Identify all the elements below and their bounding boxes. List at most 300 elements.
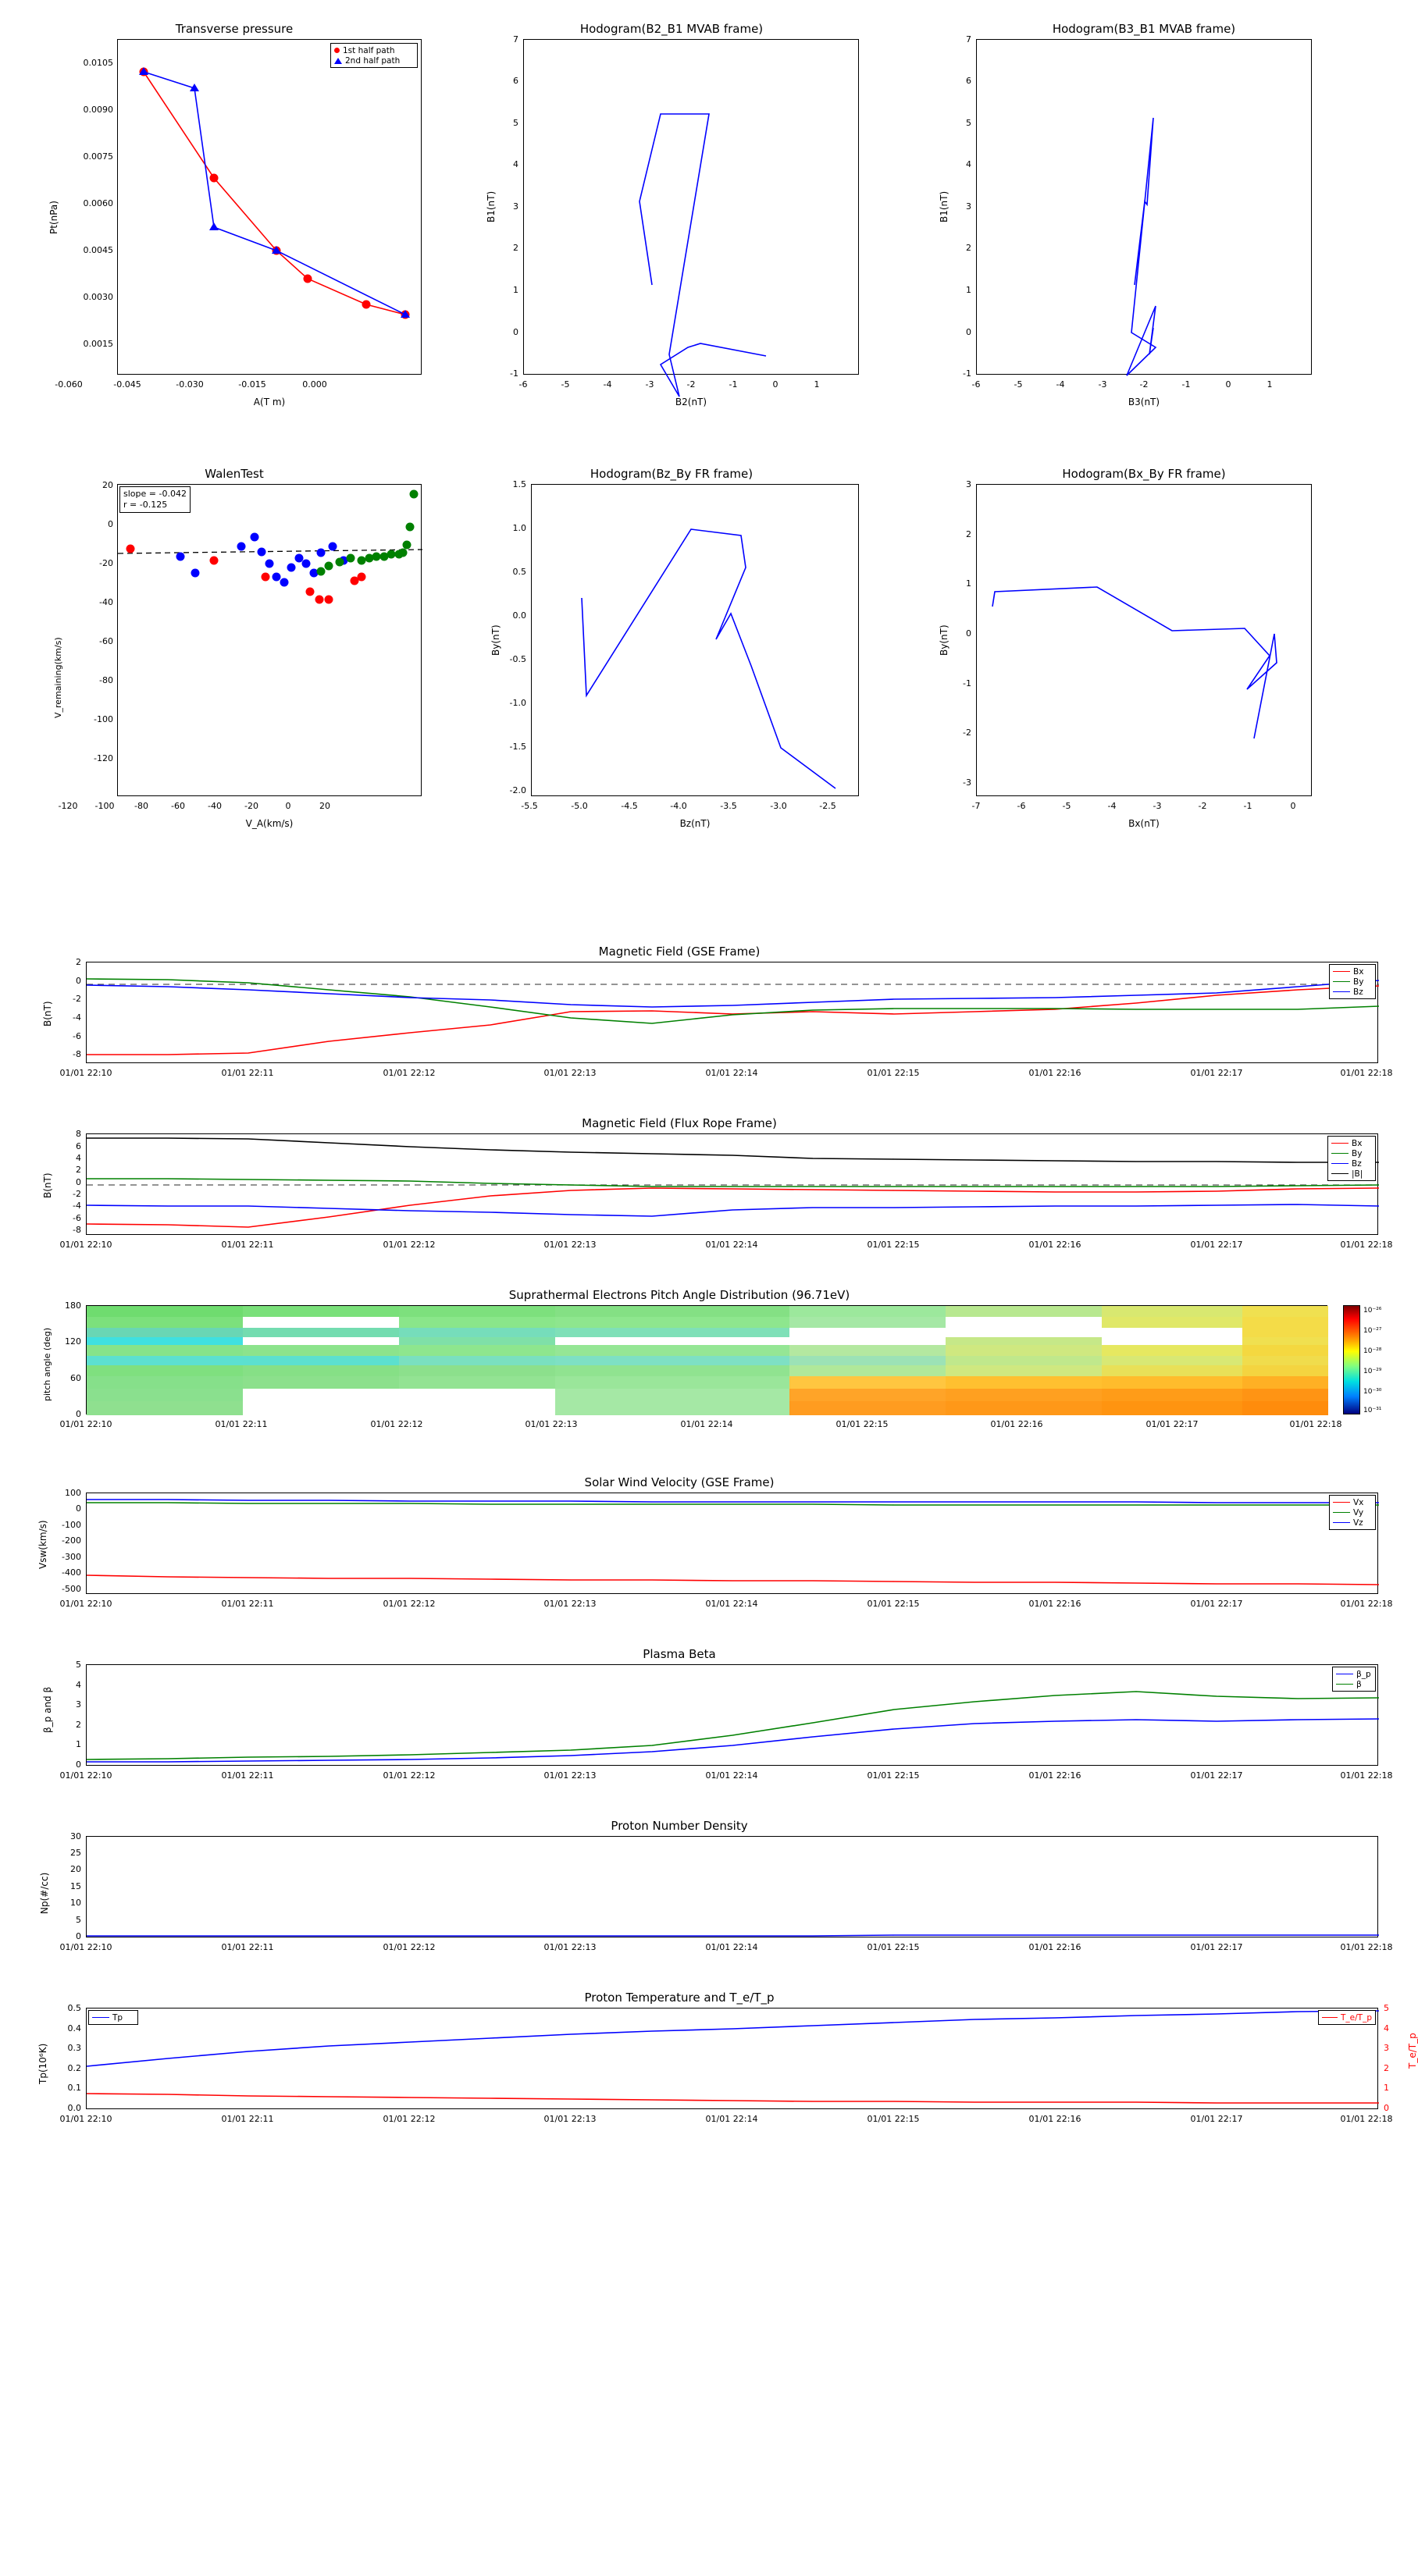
series-2nd-half-path — [144, 72, 405, 315]
y-axis-label: B1(nT) — [939, 190, 949, 222]
x-tick: 01/01 22:10 — [59, 1770, 112, 1781]
y-tick: 0 — [76, 1177, 81, 1187]
x-tick: -6 — [518, 379, 528, 390]
x-tick: 01/01 22:15 — [867, 1942, 920, 1952]
y-tick: 2 — [513, 243, 518, 253]
y-tick: 120 — [65, 1336, 81, 1347]
x-tick: -7 — [971, 801, 981, 811]
y-tick-right: 0 — [1384, 2103, 1389, 2113]
x-tick: 01/01 22:11 — [221, 2114, 274, 2124]
chart-title: Proton Number Density — [611, 1819, 748, 1833]
x-tick: -1 — [1181, 379, 1191, 390]
y-tick: 6 — [513, 76, 518, 86]
x-tick: 01/01 22:18 — [1340, 2114, 1393, 2124]
y-tick: -100 — [62, 1520, 81, 1530]
y-tick: 6 — [76, 1141, 81, 1151]
series-vz — [87, 1500, 1379, 1503]
y-tick: 0.0 — [512, 610, 526, 621]
y-tick: 0.0090 — [83, 105, 113, 115]
y-tick: 0 — [76, 1409, 81, 1419]
y-tick: -6 — [73, 1031, 81, 1041]
series-layer — [87, 1665, 1379, 1767]
x-tick: 01/01 22:11 — [221, 1942, 274, 1952]
panel-transverse-pressure — [31, 16, 437, 422]
y-tick-right: 2 — [1384, 2063, 1389, 2073]
x-axis-label: B3(nT) — [1128, 397, 1160, 407]
panel-hodogram-b2-b1 — [469, 16, 875, 422]
legend-label: By — [1352, 1148, 1363, 1158]
y-tick-right: 5 — [1384, 2003, 1389, 2013]
series-path — [1127, 118, 1156, 375]
y-tick: 0.0 — [67, 2103, 81, 2113]
x-tick: -6 — [971, 379, 981, 390]
x-tick: 20 — [319, 801, 330, 811]
y-tick: -3 — [963, 777, 971, 788]
x-tick: -40 — [208, 801, 222, 811]
x-tick: -2.5 — [819, 801, 836, 811]
series-beta-p — [87, 1719, 1379, 1762]
chart-title: Hodogram(B3_B1 MVAB frame) — [1052, 22, 1236, 36]
x-tick: 0 — [772, 379, 778, 390]
y-tick: -4 — [73, 1012, 81, 1023]
y-tick: 5 — [966, 118, 971, 128]
y-tick: -100 — [94, 714, 113, 724]
y-tick: 0.0060 — [83, 198, 113, 208]
legend-left — [88, 2010, 138, 2025]
series-1st-half-path — [144, 72, 405, 315]
panel-hodogram-bz-by — [469, 461, 875, 866]
y-tick: 0.5 — [512, 567, 526, 577]
y-tick: -20 — [99, 558, 113, 568]
x-tick: 0 — [1225, 379, 1231, 390]
x-tick: 01/01 22:18 — [1340, 1240, 1393, 1250]
x-tick: 01/01 22:12 — [383, 1599, 436, 1609]
y-tick: 0.1 — [67, 2083, 81, 2093]
y-tick: 0.0045 — [83, 245, 113, 255]
legend-right — [1318, 2010, 1376, 2025]
series-vx — [87, 1575, 1379, 1585]
x-tick: 01/01 22:18 — [1340, 1942, 1393, 1952]
legend-label: Vx — [1353, 1497, 1364, 1507]
x-tick: -0.015 — [238, 379, 266, 390]
x-axis-label: V_A(km/s) — [245, 818, 294, 829]
x-tick: -3 — [1153, 801, 1162, 811]
x-tick: 0 — [285, 801, 291, 811]
y-tick: -400 — [62, 1567, 81, 1578]
y-tick: -40 — [99, 597, 113, 607]
series-layer — [118, 485, 422, 797]
x-tick: 01/01 22:18 — [1340, 1770, 1393, 1781]
x-tick: -4 — [1107, 801, 1117, 811]
x-tick: 01/01 22:10 — [59, 1419, 112, 1429]
y-tick: 4 — [966, 159, 971, 169]
series-by — [87, 979, 1379, 1023]
y-tick: 0 — [513, 327, 518, 337]
x-tick: -5.5 — [521, 801, 538, 811]
x-tick: 01/01 22:17 — [1145, 1419, 1199, 1429]
y-tick: 3 — [513, 201, 518, 212]
x-tick: -100 — [94, 801, 115, 811]
y-tick: -1 — [963, 678, 971, 688]
plot-area — [86, 1664, 1378, 1766]
x-tick: 01/01 22:12 — [383, 1942, 436, 1952]
y-tick: 2 — [966, 243, 971, 253]
x-tick: 01/01 22:18 — [1340, 1599, 1393, 1609]
x-tick: 01/01 22:14 — [705, 2114, 758, 2124]
x-tick: 01/01 22:11 — [215, 1419, 268, 1429]
chart-title: Hodogram(Bz_By FR frame) — [590, 467, 754, 481]
x-tick: 01/01 22:16 — [1028, 1068, 1081, 1078]
x-tick: -4.0 — [670, 801, 687, 811]
y-tick: 10 — [70, 1898, 81, 1908]
colorbar-tick: 10⁻³¹ — [1363, 1407, 1382, 1414]
series-te-tp — [87, 2094, 1379, 2103]
chart-title: Solar Wind Velocity (GSE Frame) — [584, 1475, 775, 1489]
y-axis-label: B(nT) — [42, 1001, 53, 1026]
y-tick: 6 — [966, 76, 971, 86]
x-tick: 01/01 22:12 — [383, 1068, 436, 1078]
y-tick: 4 — [76, 1680, 81, 1690]
legend-label: T_e/T_p — [1341, 2012, 1372, 2023]
panel-plasma-beta — [31, 1647, 1393, 1803]
x-tick: -4.5 — [621, 801, 638, 811]
y-tick-right: 4 — [1384, 2023, 1389, 2033]
slope-label: slope = -0.042 — [123, 489, 187, 499]
x-tick: -5 — [561, 379, 570, 390]
y-tick-right: 1 — [1384, 2083, 1389, 2093]
x-tick: 01/01 22:18 — [1289, 1419, 1342, 1429]
y-tick: -4 — [73, 1201, 81, 1211]
legend-label: Bz — [1352, 1158, 1362, 1169]
colorbar-tick: 10⁻²⁸ — [1363, 1347, 1382, 1355]
x-tick: 01/01 22:11 — [221, 1240, 274, 1250]
series-path — [640, 114, 766, 397]
y-tick-right: 3 — [1384, 2043, 1389, 2053]
y-tick: 0 — [76, 1503, 81, 1514]
y-tick: 3 — [966, 201, 971, 212]
plot-area — [976, 484, 1312, 796]
x-tick: 01/01 22:16 — [1028, 2114, 1081, 2124]
x-tick: -0.045 — [113, 379, 141, 390]
series-red — [126, 545, 366, 604]
x-axis-label: Bz(nT) — [679, 818, 711, 829]
y-tick: 0 — [966, 327, 971, 337]
legend-label: Tp — [112, 2012, 123, 2023]
y-tick: 1 — [966, 285, 971, 295]
x-tick: 01/01 22:17 — [1190, 1068, 1243, 1078]
x-tick: 01/01 22:15 — [867, 1240, 920, 1250]
x-tick: 01/01 22:14 — [705, 1068, 758, 1078]
x-tick: 01/01 22:15 — [867, 1068, 920, 1078]
x-tick: 01/01 22:11 — [221, 1068, 274, 1078]
series-layer — [87, 1837, 1379, 1938]
y-tick: 25 — [70, 1848, 81, 1858]
chart-title: Transverse pressure — [175, 22, 294, 36]
x-tick: 01/01 22:10 — [59, 1599, 112, 1609]
series-path — [992, 587, 1277, 738]
y-tick: 1.5 — [512, 479, 526, 489]
x-tick: 01/01 22:16 — [1028, 1240, 1081, 1250]
series-layer — [524, 40, 860, 375]
plot-area — [86, 2008, 1378, 2109]
x-tick: 01/01 22:13 — [543, 2114, 597, 2124]
x-tick: 01/01 22:14 — [705, 1599, 758, 1609]
plot-area — [117, 484, 422, 796]
x-tick: 01/01 22:13 — [543, 1599, 597, 1609]
y-tick: 5 — [513, 118, 518, 128]
x-tick: -60 — [171, 801, 185, 811]
x-tick: 0 — [1290, 801, 1296, 811]
x-tick: 01/01 22:12 — [383, 2114, 436, 2124]
chart-title: Plasma Beta — [643, 1647, 716, 1661]
x-tick: 01/01 22:18 — [1340, 1068, 1393, 1078]
y-axis-label-right: T_e/T_p — [1407, 2033, 1418, 2069]
y-tick: 0 — [76, 1931, 81, 1941]
y-tick: -500 — [62, 1584, 81, 1594]
series-path — [582, 529, 835, 788]
plot-area — [86, 1493, 1378, 1594]
x-tick: -3.0 — [770, 801, 787, 811]
x-axis-label: B2(nT) — [675, 397, 707, 407]
y-tick: 2 — [76, 1165, 81, 1175]
legend-label: Bx — [1352, 1138, 1363, 1148]
y-tick: 0.0015 — [83, 339, 113, 349]
panel-proton-number-density — [31, 1819, 1393, 1975]
plot-area — [523, 39, 859, 375]
legend-label: Vz — [1353, 1517, 1363, 1528]
x-tick: -2 — [1139, 379, 1149, 390]
series-beta — [87, 1692, 1379, 1759]
y-tick: -6 — [73, 1213, 81, 1223]
y-axis-label: pitch angle (deg) — [42, 1327, 52, 1401]
series-layer — [87, 1134, 1379, 1236]
y-tick: -2.0 — [509, 785, 526, 795]
x-tick: -5 — [1062, 801, 1071, 811]
y-tick: 1 — [513, 285, 518, 295]
chart-title: Magnetic Field (Flux Rope Frame) — [582, 1116, 777, 1130]
x-tick: 01/01 22:13 — [543, 1942, 597, 1952]
plot-area — [86, 1305, 1327, 1414]
x-tick: 01/01 22:10 — [59, 1068, 112, 1078]
y-axis-label: By(nT) — [490, 624, 501, 656]
chart-title: Hodogram(B2_B1 MVAB frame) — [579, 22, 764, 36]
panel-pitch-angle-distribution — [31, 1288, 1382, 1460]
x-tick: 01/01 22:16 — [1028, 1942, 1081, 1952]
plot-area — [117, 39, 422, 375]
y-tick: -1.0 — [509, 698, 526, 708]
chart-title: Proton Temperature and T_e/T_p — [584, 1991, 775, 2005]
y-axis-label: Vsw(km/s) — [37, 1520, 48, 1569]
y-tick: 5 — [76, 1660, 81, 1670]
legend-label: |B| — [1352, 1169, 1363, 1179]
y-tick: 20 — [70, 1864, 81, 1874]
y-tick: -200 — [62, 1535, 81, 1546]
panel-solar-wind-velocity — [31, 1475, 1393, 1631]
y-tick: -1.5 — [509, 742, 526, 752]
y-tick: 0.0105 — [83, 58, 113, 68]
x-tick: -2 — [1198, 801, 1207, 811]
y-tick: 0.4 — [67, 2023, 81, 2033]
chart-title: Magnetic Field (GSE Frame) — [598, 945, 761, 959]
x-tick: 01/01 22:14 — [680, 1419, 733, 1429]
panel-walen-test — [31, 461, 437, 866]
x-tick: 01/01 22:17 — [1190, 1770, 1243, 1781]
series-b-magnitude — [87, 1138, 1379, 1162]
y-tick: 3 — [966, 479, 971, 489]
x-tick: 1 — [1267, 379, 1273, 390]
y-tick: 1.0 — [512, 523, 526, 533]
x-tick: -3 — [1098, 379, 1107, 390]
series-layer — [977, 485, 1313, 797]
series-layer — [87, 1493, 1379, 1595]
y-tick: 7 — [966, 34, 971, 44]
colorbar — [1343, 1305, 1360, 1414]
x-tick: 01/01 22:10 — [59, 1240, 112, 1250]
legend-label: 2nd half path — [345, 55, 401, 66]
y-tick: -2 — [73, 994, 81, 1004]
y-tick: 0.3 — [67, 2043, 81, 2053]
y-tick: 30 — [70, 1831, 81, 1841]
x-tick: 01/01 22:13 — [543, 1240, 597, 1250]
x-tick: 01/01 22:13 — [543, 1068, 597, 1078]
x-tick: 01/01 22:17 — [1190, 2114, 1243, 2124]
y-tick: -2 — [73, 1189, 81, 1199]
legend-label: By — [1353, 977, 1364, 987]
series-vy — [87, 1503, 1379, 1505]
y-tick: -8 — [73, 1049, 81, 1059]
x-tick: -0.030 — [176, 379, 204, 390]
series-bx — [87, 986, 1379, 1055]
x-tick: 01/01 22:11 — [221, 1770, 274, 1781]
x-tick: -20 — [244, 801, 258, 811]
x-tick: -4 — [603, 379, 612, 390]
y-axis-label: B1(nT) — [486, 190, 497, 222]
legend-label: Bz — [1353, 987, 1363, 997]
y-tick: 8 — [76, 1129, 81, 1139]
y-tick: -120 — [94, 753, 113, 763]
y-tick: 2 — [966, 529, 971, 539]
y-tick: 3 — [76, 1699, 81, 1710]
y-tick: 0.5 — [67, 2003, 81, 2013]
y-tick: 0 — [966, 628, 971, 639]
legend — [1329, 1495, 1376, 1530]
legend-label: Bx — [1353, 966, 1364, 977]
series-green — [317, 490, 419, 576]
y-tick: -1 — [510, 368, 518, 379]
colorbar-tick: 10⁻²⁶ — [1363, 1307, 1382, 1315]
legend-label: Vy — [1353, 1507, 1364, 1517]
y-axis-label: Np(#/cc) — [39, 1872, 50, 1914]
y-tick: 15 — [70, 1881, 81, 1891]
plot-area — [86, 1133, 1378, 1235]
x-tick: 0.000 — [302, 379, 327, 390]
y-axis-label: B(nT) — [42, 1172, 53, 1198]
heatmap-layer — [87, 1306, 1328, 1415]
y-tick: 4 — [513, 159, 518, 169]
y-tick: 100 — [65, 1488, 81, 1498]
series-layer — [532, 485, 860, 797]
colorbar-tick: 10⁻²⁹ — [1363, 1368, 1382, 1375]
legend — [330, 43, 418, 68]
series-np — [87, 1935, 1379, 1936]
y-tick: 0.2 — [67, 2063, 81, 2073]
y-tick: 0.0075 — [83, 151, 113, 162]
panel-proton-temperature — [31, 1991, 1418, 2154]
y-tick: 1 — [76, 1739, 81, 1749]
x-tick: -0.060 — [55, 379, 83, 390]
x-tick: -4 — [1056, 379, 1065, 390]
x-tick: -120 — [58, 801, 78, 811]
x-tick: 01/01 22:17 — [1190, 1240, 1243, 1250]
y-tick: 4 — [76, 1153, 81, 1163]
x-tick: 01/01 22:10 — [59, 2114, 112, 2124]
y-tick: -8 — [73, 1225, 81, 1235]
x-tick: -80 — [134, 801, 148, 811]
plot-area — [976, 39, 1312, 375]
x-tick: 01/01 22:16 — [990, 1419, 1043, 1429]
x-tick: 01/01 22:12 — [383, 1770, 436, 1781]
legend — [1327, 1136, 1376, 1181]
x-tick: -5.0 — [571, 801, 588, 811]
x-tick: -5 — [1014, 379, 1023, 390]
x-tick: 01/01 22:13 — [525, 1419, 578, 1429]
y-tick: 0 — [76, 1759, 81, 1770]
x-tick: 01/01 22:17 — [1190, 1942, 1243, 1952]
series-tp — [87, 2011, 1379, 2066]
y-tick: -80 — [99, 675, 113, 685]
y-tick: 60 — [70, 1373, 81, 1383]
y-tick: -2 — [963, 728, 971, 738]
legend — [1332, 1667, 1376, 1692]
y-tick: 7 — [513, 34, 518, 44]
series-bz — [87, 1204, 1379, 1216]
x-tick: 01/01 22:14 — [705, 1770, 758, 1781]
x-tick: 01/01 22:16 — [1028, 1599, 1081, 1609]
x-tick: 01/01 22:12 — [370, 1419, 423, 1429]
plot-area — [86, 1836, 1378, 1937]
chart-title: Hodogram(Bx_By FR frame) — [1062, 467, 1226, 481]
y-axis-label: Pt(nPa) — [48, 201, 59, 234]
legend-label: β_p — [1356, 1669, 1371, 1679]
y-tick: 2 — [76, 1720, 81, 1730]
y-axis-label: V_remaining(km/s) — [53, 637, 63, 718]
panel-magnetic-field-fr — [31, 1116, 1393, 1272]
x-tick: 01/01 22:16 — [1028, 1770, 1081, 1781]
colorbar-tick: 10⁻²⁷ — [1363, 1327, 1382, 1335]
series-layer — [977, 40, 1313, 375]
y-axis-label: By(nT) — [939, 624, 949, 656]
plot-area — [531, 484, 859, 796]
x-tick: -6 — [1017, 801, 1026, 811]
x-tick: 01/01 22:12 — [383, 1240, 436, 1250]
x-tick: 01/01 22:15 — [867, 1770, 920, 1781]
y-tick: 0.0030 — [83, 292, 113, 302]
legend — [1329, 964, 1376, 999]
x-tick: 01/01 22:13 — [543, 1770, 597, 1781]
fit-annotation — [119, 486, 191, 513]
y-tick: -1 — [963, 368, 971, 379]
x-axis-label: A(T m) — [253, 397, 286, 407]
series-layer — [87, 2008, 1379, 2110]
panel-hodogram-bx-by — [921, 461, 1366, 866]
y-tick: 1 — [966, 578, 971, 589]
x-tick: -3 — [645, 379, 654, 390]
plot-area — [86, 962, 1378, 1063]
y-axis-label: Tp(10⁶K) — [37, 2043, 48, 2084]
x-tick: -1 — [1243, 801, 1252, 811]
panel-magnetic-field-gse — [31, 945, 1393, 1101]
legend-label: 1st half path — [343, 45, 395, 55]
